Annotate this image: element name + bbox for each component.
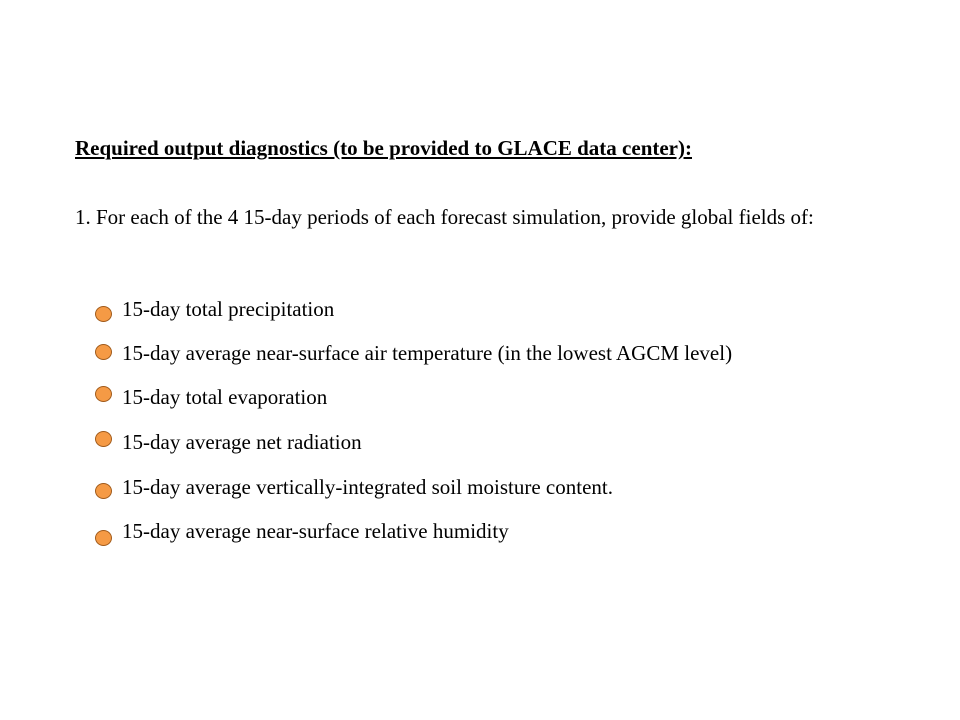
intro-paragraph: 1. For each of the 4 15-day periods of each forecast simulation, provide global fields of: — [75, 205, 814, 229]
list-item-label: 15-day total evaporation — [122, 385, 328, 409]
bullet-circle-icon — [95, 530, 112, 546]
list-item-label: 15-day average near-surface relative humidity — [122, 519, 509, 543]
bullet-circle-icon — [95, 306, 112, 322]
list-item-relative-humidity — [95, 518, 915, 548]
list-item-air-temperature — [95, 340, 915, 370]
list-item-evaporation — [95, 384, 915, 414]
list-item-soil-moisture — [95, 474, 915, 504]
list-item-net-radiation — [95, 429, 915, 459]
bullet-circle-icon — [95, 386, 112, 402]
list-item-label: 15-day average vertically-integrated soil moisture content. — [122, 475, 613, 499]
list-item-label: 15-day total precipitation — [122, 297, 335, 321]
list-item-label: 15-day average near-surface air temperature (in the lowest AGCM level) — [122, 341, 733, 365]
bullet-circle-icon — [95, 431, 112, 447]
list-item-precipitation — [95, 296, 915, 326]
bullet-circle-icon — [95, 483, 112, 499]
list-item-label: 15-day average net radiation — [122, 430, 362, 454]
slide-heading: Required output diagnostics (to be provided to GLACE data center): — [75, 136, 692, 160]
bullet-circle-icon — [95, 344, 112, 360]
